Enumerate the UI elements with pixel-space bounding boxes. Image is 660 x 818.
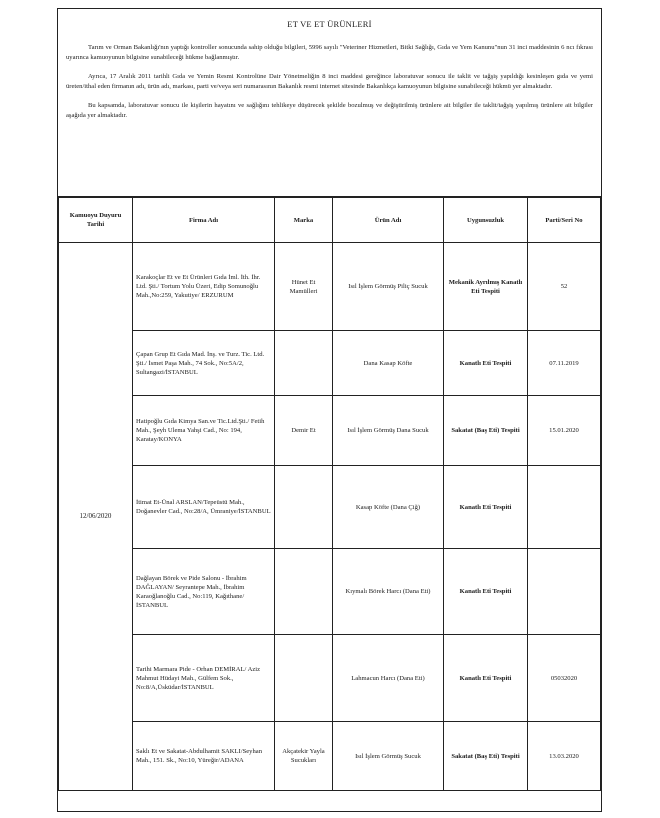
lot-cell bbox=[528, 466, 601, 549]
announcement-date: 12/06/2020 bbox=[59, 243, 133, 791]
product-cell: Kıymalı Börek Harcı (Dana Eti) bbox=[333, 549, 444, 635]
products-table bbox=[58, 197, 601, 791]
product-cell: Isıl İşlem Görmüş Piliç Sucuk bbox=[333, 243, 444, 331]
product-cell: Isıl İşlem Görmüş Dana Sucuk bbox=[333, 396, 444, 466]
firm-cell: İtimat Et-Ünal ARSLAN/Tepeüstü Mah., Doğanevler Cad., No:28/A, Ümraniye/İSTANBUL bbox=[133, 466, 275, 549]
firm-cell: Saklı Et ve Sakatat-Abdulhamit SAKLI/Seyhan Mah., 151. Sk., No:10, Yüreğir/ADANA bbox=[133, 722, 275, 791]
document-page bbox=[57, 8, 602, 812]
intro-section bbox=[58, 9, 601, 197]
intro-paragraph-3: Bu kapsamda, laboratuvar sonucu ile kişilerin hayatını ve sağlığını tehlikeye düşürecek şekilde bozulmuş ve değiştirilmiş ürünlere ait bilgiler ile taklit/tağşiş yapılmış ürünlere ait bilgiler aşağıda yer almaktadır. bbox=[66, 102, 593, 119]
brand-cell bbox=[275, 466, 333, 549]
lot-cell: 15.01.2020 bbox=[528, 396, 601, 466]
table-row bbox=[59, 549, 601, 635]
firm-cell: Hatipoğlu Gıda Kimya San.ve Tic.Ltd.Şti./ Fetih Mah., Şeyh Ulema Yahşi Cad., No: 194, Karatay/KONYA bbox=[133, 396, 275, 466]
brand-cell: Hünet Et Mamülleri bbox=[275, 243, 333, 331]
product-cell: Kasap Köfte (Dana Çiğ) bbox=[333, 466, 444, 549]
lot-cell: 13.03.2020 bbox=[528, 722, 601, 791]
firm-cell: Tarihi Marmara Pide - Orhan DEMİRAL/ Aziz Mahmut Hüdayi Mah., Gülfem Sok., No:8/A,Üsküdar/İSTANBUL bbox=[133, 635, 275, 722]
intro-paragraph-2: Ayrıca, 17 Aralık 2011 tarihli Gıda ve Yemin Resmi Kontrolüne Dair Yönetmeliğin 8 inci maddesi gereğince laboratuvar sonucu ile taklit ve tağşiş yapıldığı kesinleşen gıda ve yemi üreten/ithal eden firmanın adı, ürün adı, markası, parti ve/veya seri numarasının Bakanlık resmi internet sitesinde Bakanlıkça kamuoyunun bilgisine sunabileceği hükmü yer almaktadır. bbox=[66, 73, 593, 90]
lot-cell: 05032020 bbox=[528, 635, 601, 722]
nonconformity-cell: Kanatlı Eti Tespiti bbox=[444, 549, 528, 635]
nonconformity-cell: Mekanik Ayrılmış Kanatlı Eti Tespiti bbox=[444, 243, 528, 331]
nonconformity-cell: Kanatlı Eti Tespiti bbox=[444, 466, 528, 549]
table-row bbox=[59, 722, 601, 791]
header-product: Ürün Adı bbox=[333, 198, 444, 243]
firm-cell: Çapan Grup Et Gıda Mad. İnş. ve Turz. Tic. Ltd. Şti./ İsmet Paşa Mah., 74 Sok., No:5A/2, Sultangazi/İSTANBUL bbox=[133, 331, 275, 396]
header-brand: Marka bbox=[275, 198, 333, 243]
lot-cell bbox=[528, 549, 601, 635]
product-cell: Isıl İşlem Görmüş Sucuk bbox=[333, 722, 444, 791]
nonconformity-cell: Kanatlı Eti Tespiti bbox=[444, 331, 528, 396]
firm-cell: Dağlayan Börek ve Pide Salonu - İbrahim DAĞLAYAN/ Seyrantepe Mah., İbrahim Karaoğlanoğlu Cad., No:119, Kağıthane/İSTANBUL bbox=[133, 549, 275, 635]
nonconformity-cell: Sakatat (Baş Eti) Tespiti bbox=[444, 396, 528, 466]
nonconformity-cell: Kanatlı Eti Tespiti bbox=[444, 635, 528, 722]
brand-cell: Akçatekir Yayla Sucukları bbox=[275, 722, 333, 791]
table-row bbox=[59, 466, 601, 549]
table-row bbox=[59, 331, 601, 396]
product-cell: Dana Kasap Köfte bbox=[333, 331, 444, 396]
intro-paragraph-1: Tarım ve Orman Bakanlığı'nın yaptığı kontroller sonucunda sahip olduğu bilgileri, 5996 sayılı "Veteriner Hizmetleri, Bitki Sağlığı, Gıda ve Yem Kanunu"nun 31 inci maddesinin 6 ncı fıkrası uyarınca kamuoyunun bilgisine sunabileceği hükme bağlanmıştır. bbox=[66, 44, 593, 61]
lot-cell: 07.11.2019 bbox=[528, 331, 601, 396]
nonconformity-cell: Sakatat (Baş Eti) Tespiti bbox=[444, 722, 528, 791]
header-firm: Firma Adı bbox=[133, 198, 275, 243]
header-date: Kamuoyu Duyuru Tarihi bbox=[59, 198, 133, 243]
brand-cell bbox=[275, 331, 333, 396]
table-header-row bbox=[59, 198, 601, 243]
product-cell: Lahmacun Harcı (Dana Eti) bbox=[333, 635, 444, 722]
table-row bbox=[59, 396, 601, 466]
brand-cell bbox=[275, 635, 333, 722]
brand-cell: Demir Et bbox=[275, 396, 333, 466]
table-row bbox=[59, 635, 601, 722]
header-lot: Parti/Seri No bbox=[528, 198, 601, 243]
lot-cell: 52 bbox=[528, 243, 601, 331]
document-title: ET VE ET ÜRÜNLERİ bbox=[287, 19, 372, 29]
table-row bbox=[59, 243, 601, 331]
header-nonconformity: Uygunsuzluk bbox=[444, 198, 528, 243]
firm-cell: Karakoçlar Et ve Et Ürünleri Gıda İml. İth. İhr. Ltd. Şti./ Tortum Yolu Üzeri, Edip Somunoğlu Mah.,No:259, Yakutiye/ ERZURUM bbox=[133, 243, 275, 331]
brand-cell bbox=[275, 549, 333, 635]
